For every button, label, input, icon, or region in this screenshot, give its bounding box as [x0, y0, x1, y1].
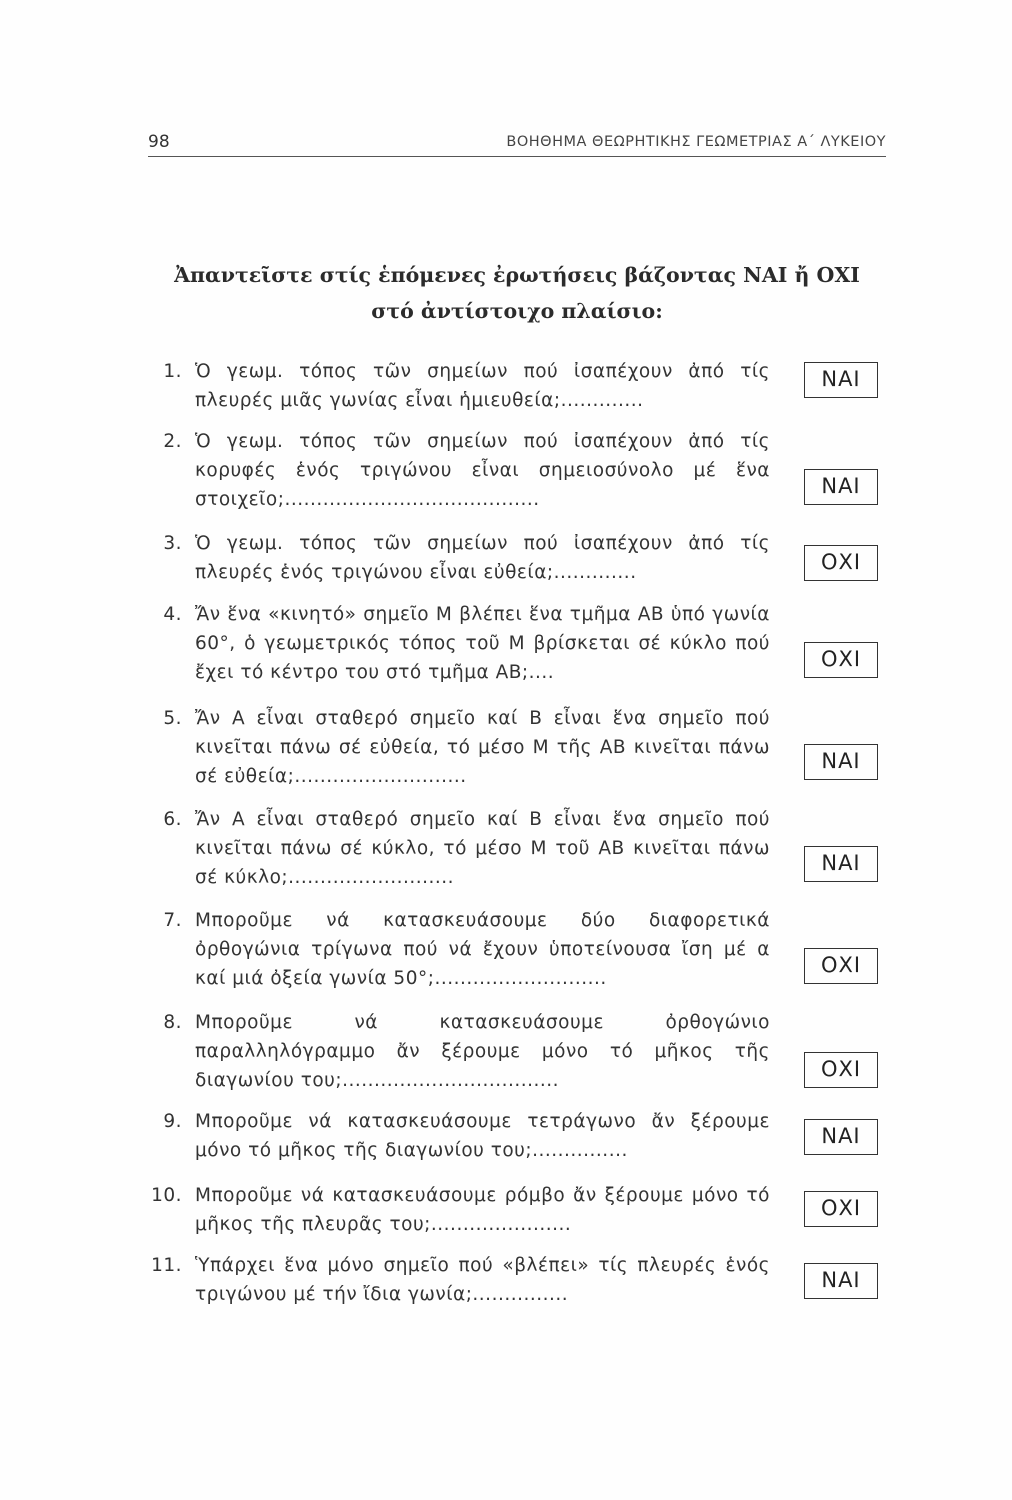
running-head: ΒΟΗΘΗΜΑ ΘΕΩΡΗΤΙΚΗΣ ΓΕΩΜΕΤΡΙΑΣ Α΄ ΛΥΚΕΙΟΥ [506, 134, 886, 150]
answer-box-6[interactable]: ΝΑΙ [804, 846, 878, 882]
question-number: 4. [163, 604, 182, 625]
answer-box-10[interactable]: ΟΧΙ [804, 1191, 878, 1227]
question-number: 1. [163, 361, 182, 382]
question-number: 10. [151, 1185, 182, 1206]
question-number: 2. [163, 431, 182, 452]
question-number: 9. [163, 1111, 182, 1132]
question-number: 8. [163, 1012, 182, 1033]
answer-box-5[interactable]: ΝΑΙ [804, 744, 878, 780]
answer-box-3[interactable]: ΟΧΙ [804, 545, 878, 581]
question-9 [150, 1107, 770, 1165]
answer-box-11[interactable]: ΝΑΙ [804, 1263, 878, 1299]
question-4 [150, 600, 770, 687]
question-6 [150, 805, 770, 892]
answer-box-2[interactable]: ΝΑΙ [804, 469, 878, 505]
header-rule [148, 156, 886, 157]
question-number: 5. [163, 708, 182, 729]
question-number: 7. [163, 910, 182, 931]
question-text: Ὁ γεωμ. τόπος τῶν σημείων πού ἰσαπέχουν ἀπό τίς πλευρές μιᾶς γωνίας εἶναι ἡμιευθεία;............. [195, 361, 770, 411]
question-text: Ἄν Α εἶναι σταθερό σημεῖο καί Β εἶναι ἕνα σημεῖο πού κινεῖται πάνω σέ εὐθεία, τό μέσο Μ τῆς ΑΒ κινεῖται πάνω σέ εὐθεία;........................... [195, 708, 770, 787]
question-7 [150, 906, 770, 993]
question-5 [150, 704, 770, 791]
question-1 [150, 357, 770, 415]
question-number: 6. [163, 809, 182, 830]
question-text: Μποροῦμε νά κατασκευάσουμε τετράγωνο ἄν ξέρουμε μόνο τό μῆκος τῆς διαγωνίου του;............... [195, 1111, 770, 1161]
instructions-line-2: στό ἀντίστοιχο πλαίσιο: [371, 299, 663, 323]
question-number: 3. [163, 533, 182, 554]
question-text: Ὁ γεωμ. τόπος τῶν σημείων πού ἰσαπέχουν ἀπό τίς πλευρές ἑνός τριγώνου εἶναι εὐθεία;............. [195, 533, 770, 583]
answer-box-9[interactable]: ΝΑΙ [804, 1119, 878, 1155]
instructions [148, 257, 886, 329]
instructions-line-1: Ἀπαντεῖστε στίς ἑπόμενες ἐρωτήσεις βάζοντας ΝΑΙ ἤ ΟΧΙ [174, 263, 860, 287]
answer-box-7[interactable]: ΟΧΙ [804, 948, 878, 984]
page-header [148, 130, 886, 160]
question-text: Μποροῦμε νά κατασκευάσουμε ὀρθογώνιο παραλληλόγραμμο ἄν ξέρουμε μόνο τό μῆκος τῆς διαγωνίου του;.................................. [195, 1012, 770, 1091]
question-10 [150, 1181, 770, 1239]
question-8 [150, 1008, 770, 1095]
question-text: Μποροῦμε νά κατασκευάσουμε ρόμβο ἄν ξέρουμε μόνο τό μῆκος τῆς πλευρᾶς του;...................... [195, 1185, 770, 1235]
question-text: Ὑπάρχει ἕνα μόνο σημεῖο πού «βλέπει» τίς πλευρές ἑνός τριγώνου μέ τήν ἴδια γωνία;............... [195, 1255, 770, 1305]
question-11 [150, 1251, 770, 1309]
question-text: Μποροῦμε νά κατασκευάσουμε δύο διαφορετικά ὀρθογώνια τρίγωνα πού νά ἔχουν ὑποτείνουσα ἴση μέ α καί μιά ὀξεία γωνία 50°;........................... [195, 910, 770, 989]
question-2 [150, 427, 770, 514]
question-3 [150, 529, 770, 587]
question-text: Ἄν Α εἶναι σταθερό σημεῖο καί Β εἶναι ἕνα σημεῖο πού κινεῖται πάνω σέ κύκλο, τό μέσο Μ τοῦ ΑΒ κινεῖται πάνω σέ κύκλο;.......................... [195, 809, 770, 888]
question-text: Ἄν ἕνα «κινητό» σημεῖο Μ βλέπει ἕνα τμῆμα ΑΒ ὑπό γωνία 60°, ὁ γεωμετρικός τόπος τοῦ Μ βρίσκεται σέ κύκλο πού ἔχει τό κέντρο του στό τμῆμα ΑΒ;.... [195, 604, 770, 683]
question-number: 11. [151, 1255, 182, 1276]
page-number: 98 [148, 132, 170, 152]
answer-box-1[interactable]: ΝΑΙ [804, 362, 878, 398]
answer-box-4[interactable]: ΟΧΙ [804, 642, 878, 678]
question-text: Ὁ γεωμ. τόπος τῶν σημείων πού ἰσαπέχουν ἀπό τίς κορυφές ἑνός τριγώνου εἶναι σημειοσύνολο μέ ἕνα στοιχεῖο;........................................ [195, 431, 770, 510]
answer-box-8[interactable]: ΟΧΙ [804, 1052, 878, 1088]
